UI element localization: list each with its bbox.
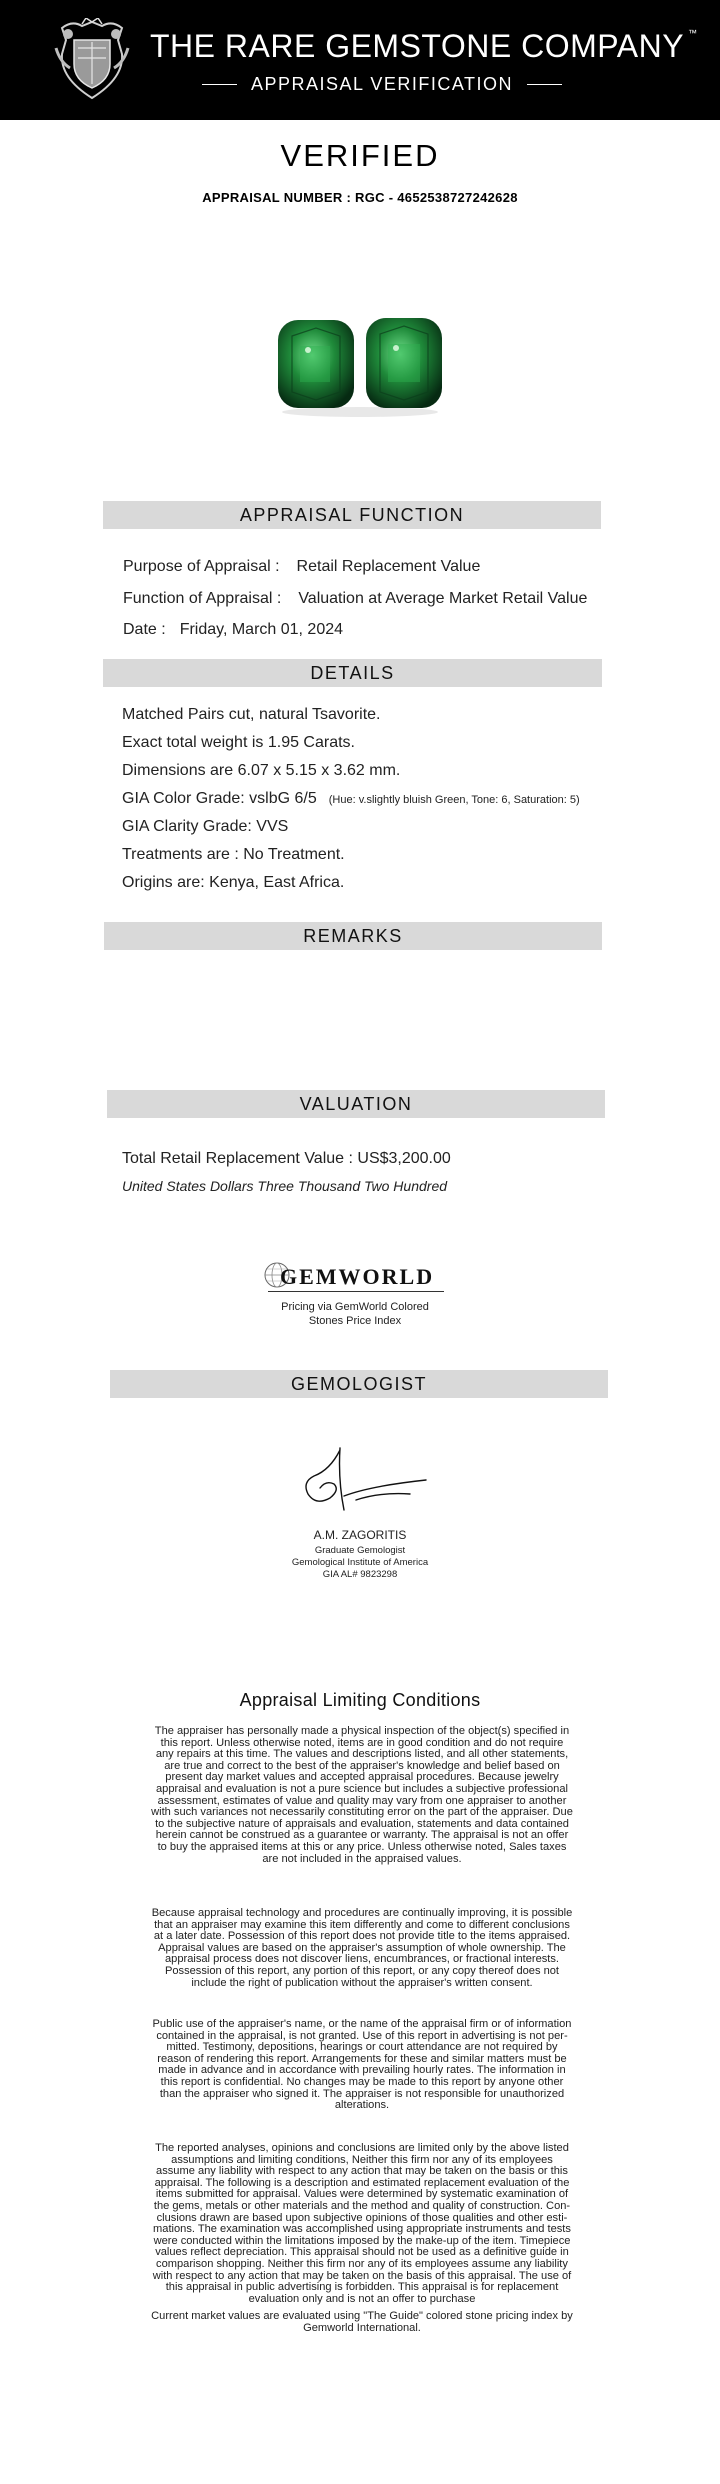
function-row (123, 590, 587, 608)
conditions-line: The reported analyses, opinions and conclusions are limited only by the above listed (155, 2142, 569, 2154)
date-row (123, 621, 343, 639)
conditions-line: The appraiser has personally made a physical inspection of the object(s) specified in (154, 1725, 570, 1737)
conditions-line: include the right of publication without the appraiser's written consent. (191, 1976, 533, 1989)
conditions-line: reason of rendering this report. Arrangements for these and similar matters must be (157, 2052, 567, 2065)
conditions-paragraph (108, 1908, 616, 1989)
gemstone-pair-image (270, 306, 450, 420)
conditions-line: Current market values are evaluated using "The Guide" colored stone pricing index by (151, 2310, 573, 2322)
detail-line: GIA Color Grade: vslbG 6/5 (122, 790, 317, 807)
detail-line: Origins are: Kenya, East Africa. (122, 874, 345, 891)
subtitle: APPRAISAL VERIFICATION (250, 73, 514, 94)
conditions-line: values reflect depreciation. This appraisal should not be used as a definitive guide in (155, 2246, 569, 2259)
conditions-line: are true and correct to the best of the appraiser's knowledge and belief based on (164, 1759, 560, 1772)
company-name: THE RARE GEMSTONE COMPANY ™ (150, 28, 698, 64)
conditions-line: comparison shopping. Neither this firm nor any of its employees assume any liability (156, 2257, 568, 2270)
detail-line: GIA Clarity Grade: VVS (122, 818, 289, 835)
conditions-line: evaluation only and is not an offer to purchase (248, 2292, 476, 2305)
conditions-line: to buy the appraised items at this or any price. Unless otherwise noted, Sales taxes (157, 1840, 567, 1853)
detail-color-row (122, 790, 580, 808)
purpose-row (123, 558, 480, 576)
conditions-paragraph (108, 1726, 616, 1865)
conditions-line: with such variances not necessarily constituting error on the part of the appraiser. Due (151, 1806, 573, 1819)
conditions-line: at a later date. Possession of this report does not provide title to the items appraised. (153, 1930, 571, 1943)
detail-line: Exact total weight is 1.95 Carats. (122, 734, 355, 751)
gemworld-logo (258, 1258, 448, 1294)
conditions-line: Appraisal values are based on the appraiser's assumption of whole ownership. The (158, 1941, 566, 1954)
gemologist-signature (300, 1440, 430, 1520)
color-grade-note: (Hue: v.slightly bluish Green, Tone: 6, Saturation: 5) (328, 794, 580, 806)
subtitle-rule-left (202, 84, 237, 85)
conditions-line: Public use of the appraiser's name, or the name of the appraisal firm or of information (152, 2018, 572, 2030)
conditions-line: appraisal and evaluation is not a pure science but includes a subjective professional (156, 1782, 568, 1795)
appraisal-function-heading: APPRAISAL FUNCTION (103, 501, 601, 529)
conditions-line: items submitted for appraisal. Values were determined by systematic examination of (155, 2188, 569, 2201)
gemologist-title: Graduate Gemologist (314, 1545, 406, 1556)
conditions-line: with respect to any action that may be taken on the basis of this appraisal. The use of (152, 2269, 572, 2282)
conditions-line: appraisal process does not discover liens, encumbrances, or fractional interests. (164, 1953, 560, 1966)
conditions-line: assessment, estimates of value and quality may vary from one appraiser to another (157, 1794, 567, 1807)
conditions-paragraph (108, 2143, 616, 2305)
subtitle-row (202, 72, 562, 96)
conditions-line: herein cannot be construed as a guarantee or warranty. The appraisal is not an offer (155, 1829, 569, 1842)
conditions-line: that an appraiser may examine this item differently and come to different conclusions (154, 1918, 570, 1931)
conditions-line: appraisal. The following is a description and estimated replacement evaluation of the (154, 2176, 570, 2189)
function-label: Function of Appraisal : (123, 590, 282, 607)
purpose-label: Purpose of Appraisal : (123, 558, 280, 575)
conditions-line: Gemworld International. (303, 2321, 421, 2334)
valuation-heading: VALUATION (107, 1090, 605, 1118)
conditions-line: contained in the appraisal, is not granted. Use of this report in advertising is not per- (156, 2029, 568, 2042)
function-value: Valuation at Average Market Retail Value (298, 590, 588, 607)
appraisal-number: APPRAISAL NUMBER : RGC - 4652538727242628 (202, 190, 518, 205)
pricing-note (240, 1300, 470, 1328)
conditions-line: any repairs at this time. The values and descriptions listed, and all other statements, (155, 1748, 569, 1761)
pricing-note-line: Stones Price Index (308, 1315, 402, 1327)
details-heading: DETAILS (103, 659, 602, 687)
conditions-line: present day market values and accepted appraisal procedures. Because jewelry (165, 1771, 559, 1784)
gemologist-license: GIA AL# 9823298 (322, 1569, 398, 1580)
header-bar (0, 0, 720, 120)
conditions-line: clusions drawn are based upon subjective opinions of those qualities and other esti- (156, 2211, 568, 2224)
conditions-paragraph (108, 2019, 616, 2112)
conditions-line: are not included in the appraised values. (262, 1852, 462, 1865)
subtitle-rule-right (527, 84, 562, 85)
gemologist-name: A.M. ZAGORITIS (313, 1528, 407, 1542)
conditions-line: the gems, metals or other materials and the method and quality of construction. Con- (153, 2199, 571, 2212)
company-crest-logo (52, 18, 132, 102)
conditions-line: assumptions and limiting conditions, Neither this firm nor any of its employees (171, 2153, 553, 2166)
detail-line: Matched Pairs cut, natural Tsavorite. (122, 706, 381, 723)
value-in-words: United States Dollars Three Thousand Two Hundred (122, 1178, 448, 1194)
gemworld-logo-text: GEMWORLD (280, 1264, 435, 1289)
detail-line: Treatments are : No Treatment. (122, 846, 345, 863)
conditions-line: than the appraiser who signed it. The appraiser is not responsible for unauthorized (159, 2087, 565, 2100)
conditions-line: mations. The examination was accomplished using appropriate instruments and tests (153, 2223, 571, 2236)
gemologist-heading: GEMOLOGIST (110, 1370, 608, 1398)
gemworld-underline (268, 1291, 444, 1292)
total-value: Total Retail Replacement Value : US$3,200.00 (122, 1150, 451, 1167)
remarks-heading: REMARKS (104, 922, 602, 950)
conditions-line: Possession of this report, any portion of this report, or any copy thereof does not (164, 1964, 560, 1977)
gemologist-institute: Gemological Institute of America (291, 1557, 429, 1568)
conditions-line: alterations. (334, 2099, 390, 2112)
date-value: Friday, March 01, 2024 (179, 621, 344, 638)
conditions-line: assume any liability with respect to any action that may be taken on the basis or this (156, 2165, 568, 2178)
purpose-value: Retail Replacement Value (296, 558, 481, 575)
pricing-note-line: Pricing via GemWorld Colored (281, 1301, 429, 1313)
date-label: Date : (123, 621, 166, 638)
conditions-line: this report. Unless otherwise noted, items are in good condition and do not require (160, 1736, 564, 1749)
conditions-line: this appraisal in public advertising is forbidden. This appraisal is for replacement (165, 2281, 559, 2294)
conditions-line: Because appraisal technology and procedures are continually improving, it is possible (151, 1907, 573, 1919)
conditions-title: Appraisal Limiting Conditions (239, 1690, 481, 1710)
conditions-line: to the subjective nature of appraisals and evaluation, statements and data contained (155, 1817, 569, 1830)
conditions-paragraph (108, 2311, 616, 2334)
conditions-line: this report is confidential. No changes may be made to this report by anyone other (160, 2075, 564, 2088)
conditions-line: were conducted within the limitations imposed by the make-up of the item. Timepiece (153, 2234, 571, 2247)
conditions-line: made in advance and in accordance with prevailing hourly rates. The information in (158, 2064, 566, 2077)
conditions-line: mitted. Testimony, depositions, hearings or court attendance are not required by (166, 2041, 558, 2054)
detail-line: Dimensions are 6.07 x 5.15 x 3.62 mm. (122, 762, 401, 779)
verified-status: VERIFIED (280, 138, 440, 173)
